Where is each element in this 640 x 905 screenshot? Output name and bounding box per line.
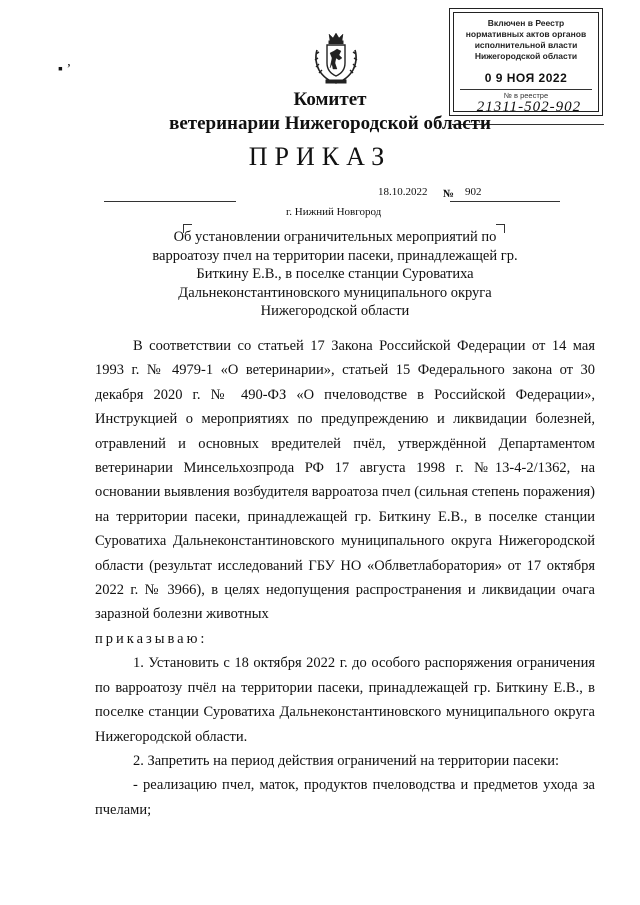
stamp-line-3: исполнительной власти	[474, 40, 578, 50]
organization-title	[120, 88, 540, 136]
order-subject: Об установлении ограничительных мероприятий по варроатозу пчел на территории пасеки, принадлежащей гр. Биткину Е.В., в поселке станции Суроватиха Дальнеконстантиновского муниципального округа Нижегородской области	[152, 229, 518, 319]
item-2-subitem-1: - реализацию пчел, маток, продуктов пчеловодства и предметов ухода за пчелами;	[95, 777, 595, 818]
order-word: приказываю:	[95, 630, 208, 647]
stamp-line-4: Нижегородской области	[474, 51, 578, 61]
stamp-registry-label: № в реестре	[503, 91, 549, 100]
org-line-2: ветеринарии Нижегородской области	[169, 113, 491, 134]
preamble-paragraph: В соответствии со статьей 17 Закона Российской Федерации от 14 мая 1993 г. № 4979-1 «О ветеринарии», статьей 15 Федерального закона от 30 декабря 2020 г. № 490-ФЗ «О пчеловодстве в Российской Федерации», Инструкцией о мероприятиях по предупреждению и ликвидации болезней, отравлений и основных вредителей пчёл, утверждённой Департаментом ветеринарии Минсельхозпрода РФ 17 августа 1998 г. №13-4-2/1362, на основании выявления возбудителя варроатоза пчел (сильная степень поражения) на территории пасеки, принадлежащей гр. Биткину Е.В., в поселке станции Суроватиха Дальнеконстантиновского муниципального округа Нижегородской области (результат исследований ГБУ НО «Облветлаборатория» от 17 октября 2022 г. № 3966), в целях недопущения распространения и ликвидации очага заразной болезни животных	[95, 338, 595, 623]
order-title: ПРИКАЗ	[248, 142, 392, 171]
item-2-paragraph: 2. Запретить на период действия ограничений на территории пасеки:	[133, 752, 559, 769]
org-line-1: Комитет	[293, 89, 367, 110]
scan-marks: ▪ ʼ	[58, 62, 72, 77]
number-underline	[450, 201, 560, 202]
stamp-line-1: Включен в Реестр	[487, 18, 565, 28]
date-underline-left	[104, 201, 236, 202]
stamp-date: 0 9 НОЯ 2022	[484, 71, 568, 85]
item-1-paragraph: 1. Установить с 18 октября 2022 г. до особого распоряжения ограничения по варроатозу пчёл на территории пасеки, принадлежащей гр. Биткину Е.В., в поселке станции Суроватиха Дальнеконстантиновского муниципального округа Нижегородской области.	[95, 655, 595, 745]
order-number: 902	[465, 186, 482, 198]
order-body	[95, 334, 595, 822]
stamp-line-2: нормативных актов органов	[465, 29, 587, 39]
coat-of-arms-emblem	[311, 30, 361, 88]
order-number-label: №	[443, 188, 455, 200]
city: г. Нижний Новгород	[286, 206, 382, 218]
order-date: 18.10.2022	[378, 186, 428, 198]
stamp-registry-number: 21311-502-902	[476, 99, 582, 115]
